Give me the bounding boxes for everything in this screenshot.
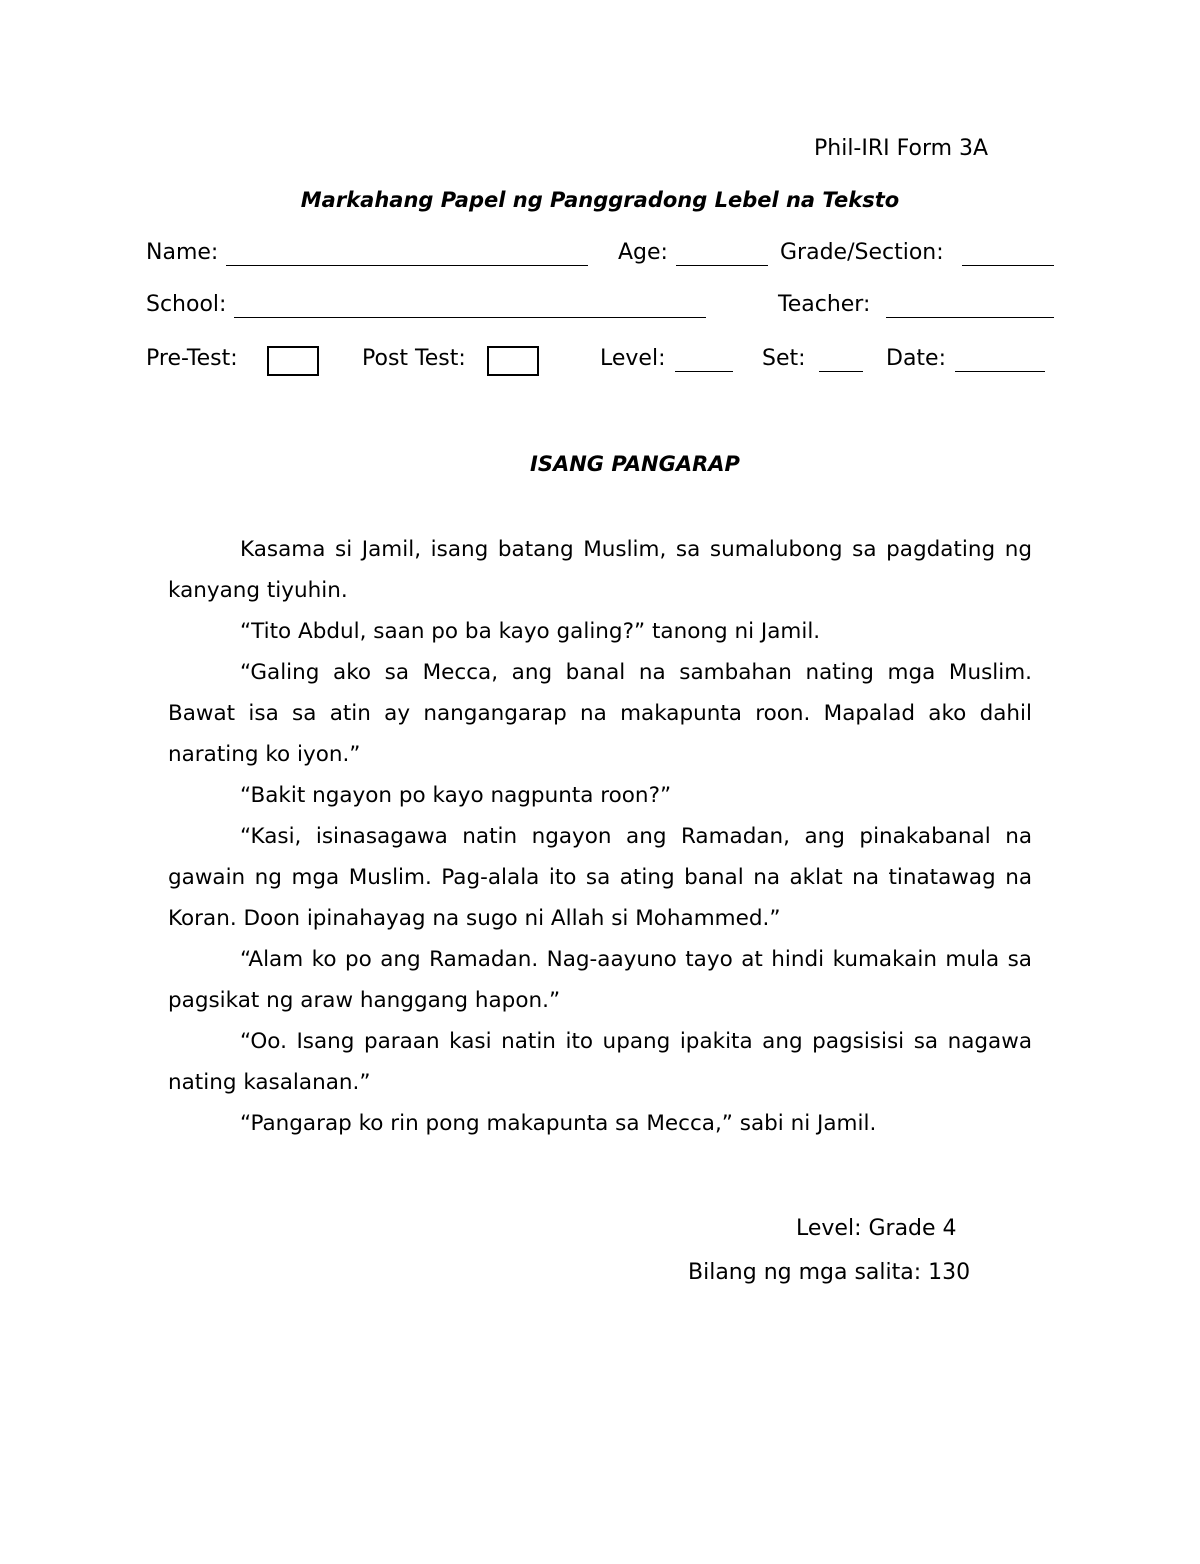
- story-paragraph: “Oo. Isang paraan kasi natin ito upang ipakita ang pagsisisi sa nagawa nating kasalanan.”: [168, 1029, 1032, 1095]
- story-body: [168, 529, 1032, 1144]
- story-paragraph: “Tito Abdul, saan po ba kayo galing?” tanong ni Jamil.: [240, 619, 821, 644]
- age-label: Age:: [618, 240, 668, 265]
- grade-section-field[interactable]: [962, 265, 1054, 266]
- pretest-checkbox[interactable]: [267, 346, 319, 376]
- story-paragraph: “Bakit ngayon po kayo nagpunta roon?”: [240, 783, 672, 808]
- name-field[interactable]: [226, 265, 588, 266]
- school-label: School:: [146, 292, 227, 317]
- pretest-label: Pre-Test:: [146, 346, 238, 371]
- school-field[interactable]: [234, 317, 706, 318]
- document-title: Markahang Papel ng Panggradong Lebel na Teksto: [300, 188, 900, 212]
- story-paragraph: “Galing ako sa Mecca, ang banal na sambahan nating mga Muslim. Bawat isa sa atin ay nangangarap na makapunta roon. Mapalad ako dahil narating ko iyon.”: [168, 660, 1032, 767]
- level-label: Level:: [600, 346, 666, 371]
- word-count: Bilang ng mga salita: 130: [688, 1260, 971, 1285]
- age-field[interactable]: [676, 265, 768, 266]
- story-paragraph: “Alam ko po ang Ramadan. Nag-aayuno tayo at hindi kumakain mula sa pagsikat ng araw hanggang hapon.”: [168, 947, 1032, 1013]
- posttest-label: Post Test:: [362, 346, 466, 371]
- set-field[interactable]: [819, 371, 863, 372]
- story-paragraph: “Kasi, isinasagawa natin ngayon ang Ramadan, ang pinakabanal na gawain ng mga Muslim. Pag-alala ito sa ating banal na aklat na tinatawag na Koran. Doon ipinahayag na sugo ni Allah si Mohammed.”: [168, 824, 1032, 931]
- story-title: ISANG PANGARAP: [530, 452, 740, 476]
- name-label: Name:: [146, 240, 219, 265]
- posttest-checkbox[interactable]: [487, 346, 539, 376]
- story-paragraph: Kasama si Jamil, isang batang Muslim, sa sumalubong sa pagdating ng kanyang tiyuhin.: [168, 537, 1032, 603]
- date-label: Date:: [886, 346, 946, 371]
- grade-section-label: Grade/Section:: [780, 240, 944, 265]
- set-label: Set:: [762, 346, 806, 371]
- story-paragraph: “Pangarap ko rin pong makapunta sa Mecca,” sabi ni Jamil.: [240, 1111, 877, 1136]
- teacher-field[interactable]: [886, 317, 1054, 318]
- form-code: Phil-IRI Form 3A: [814, 136, 989, 161]
- level-field[interactable]: [675, 371, 733, 372]
- level-info: Level: Grade 4: [796, 1216, 957, 1241]
- teacher-label: Teacher:: [778, 292, 871, 317]
- date-field[interactable]: [955, 371, 1045, 372]
